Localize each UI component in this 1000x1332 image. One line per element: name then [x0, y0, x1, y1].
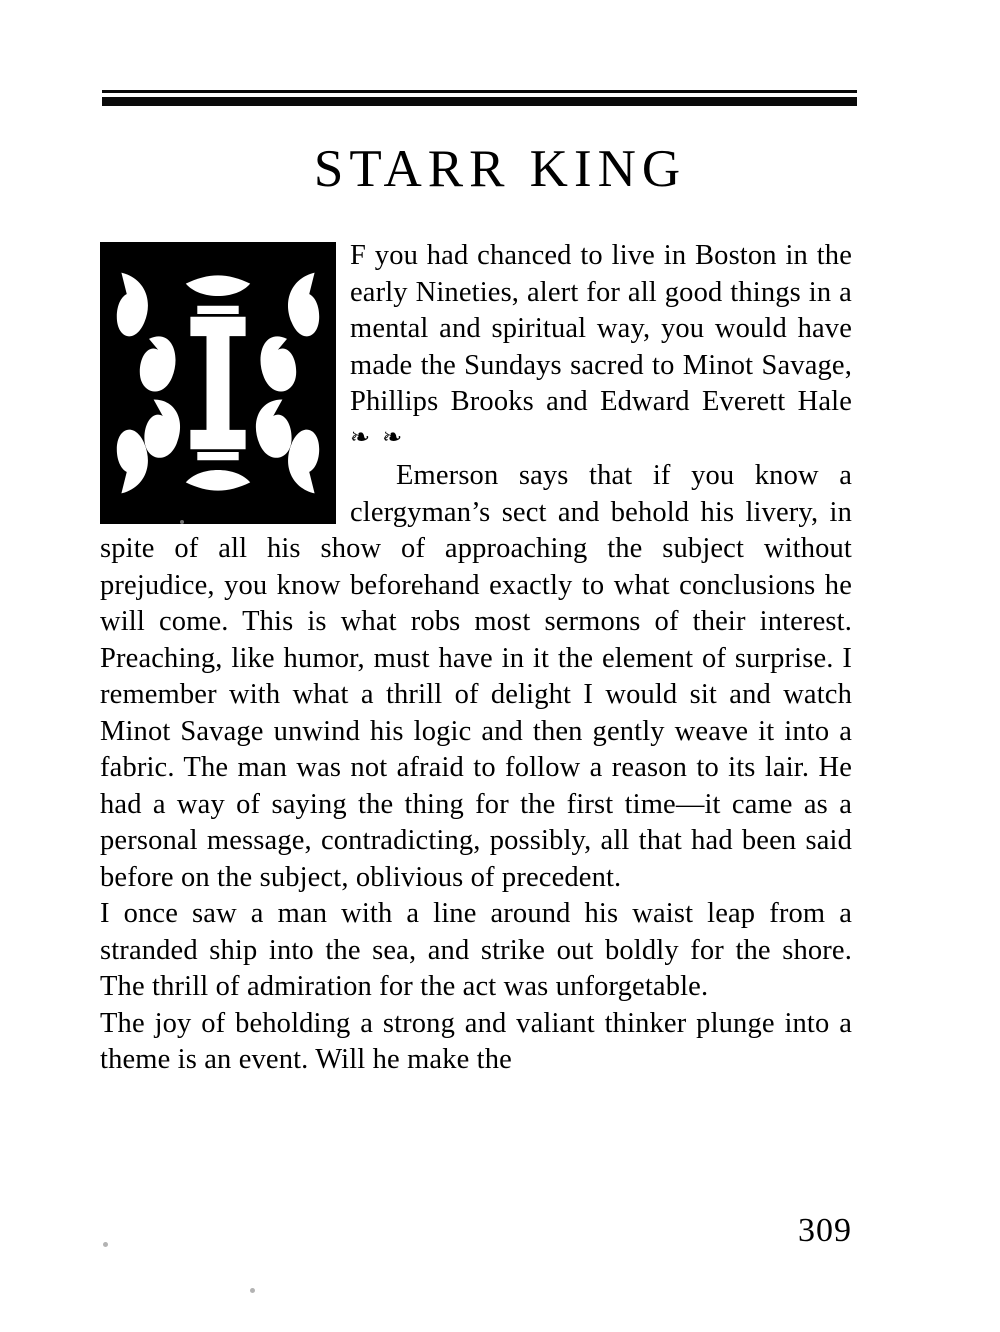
scan-speck — [250, 1288, 255, 1293]
scan-speck — [180, 520, 184, 524]
paragraph-2: Emerson says that if you know a clergyman’s sect and behold his livery, in spite of all his show of approaching the subject without prejudice, you know beforehand exactly to what conclusions he will come. This is what robs most sermons of their interest. Preaching, like humor, must have in it the element of surprise. I remember with what a thrill of delight I would sit and watch Minot Savage unwind his logic and then gently weave it into a fabric. The man was not afraid to follow a reason to its lair. He had a way of saying the thing for the first time—it came as a personal message, contradicting, possibly, all that had been said before on the subject, oblivious of precedent. — [100, 460, 852, 893]
paragraph-4: The joy of beholding a strong and valiant thinker plunge into a theme is an event. Will he make the — [100, 1007, 852, 1075]
ornament-glyph: ❧ ❧ — [350, 424, 406, 451]
page-number: 309 — [798, 1212, 852, 1249]
first-paragraph-block — [100, 238, 852, 896]
header-rule-thick — [102, 97, 857, 106]
header-rule — [102, 90, 857, 106]
scan-speck — [103, 1242, 108, 1247]
page-title: STARR KING — [313, 140, 687, 198]
decorative-initial-icon — [100, 242, 336, 524]
body-text — [100, 238, 852, 1079]
paragraph-3: I once saw a man with a line around his waist leap from a stranded ship into the sea, and strike out boldly for the shore. The thrill of admiration for the act was unforgetable. — [100, 898, 852, 1002]
paragraph-1-text: F you had chanced to live in Boston in the early Nineties, alert for all good things in a mental and spiritual way, you would have made the Sundays sacred to Minot Savage, Phillips Brooks and Edward Everett Hale — [350, 240, 852, 417]
